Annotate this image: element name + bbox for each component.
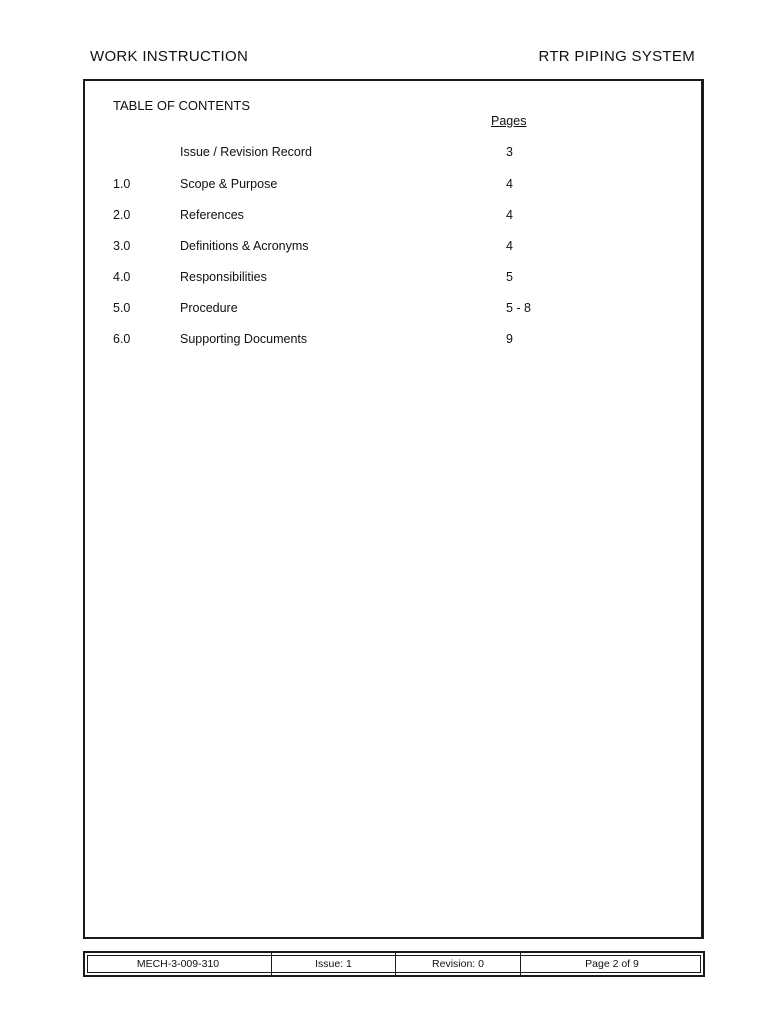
toc-entry-page: 4 (506, 177, 513, 191)
footer-doc-number: MECH-3-009-310 (85, 953, 272, 975)
toc-entry (0, 270, 768, 288)
footer-issue: Issue: 1 (272, 953, 396, 975)
page-header (90, 48, 695, 70)
toc-entry-page: 5 - 8 (506, 301, 532, 315)
toc-entry-number: 4.0 (113, 270, 131, 284)
toc-entry-page: 3 (506, 145, 513, 159)
toc-entry (0, 239, 768, 257)
toc-title: TABLE OF CONTENTS (113, 98, 250, 113)
toc-entry-title: Scope & Purpose (180, 177, 278, 191)
toc-entry (0, 177, 768, 195)
toc-entry (0, 332, 768, 350)
toc-entry-page: 9 (506, 332, 513, 346)
page-footer (83, 951, 705, 977)
footer-revision: Revision: 0 (396, 953, 521, 975)
toc-entry-title: Responsibilities (180, 270, 267, 284)
toc-entry-title: Definitions & Acronyms (180, 239, 309, 253)
toc-entry-page: 4 (506, 239, 513, 253)
toc-entry-number: 6.0 (113, 332, 131, 346)
toc-entry-number: 1.0 (113, 177, 131, 191)
header-title: WORK INSTRUCTION (90, 48, 249, 65)
toc-entry-title: Issue / Revision Record (180, 145, 313, 159)
footer-page-number: Page 2 of 9 (585, 958, 639, 970)
toc-pages-header: Pages (491, 114, 527, 128)
toc-entry-page: 5 (506, 270, 513, 284)
toc-entry (0, 208, 768, 226)
toc-entry-title: References (180, 208, 244, 222)
toc-entry (0, 301, 768, 319)
toc-entry-title: Supporting Documents (180, 332, 308, 346)
toc-entry-number: 3.0 (113, 239, 131, 253)
toc-entry-page: 4 (506, 208, 513, 222)
toc-entry-number: 5.0 (113, 301, 131, 315)
header-subject: RTR PIPING SYSTEM (538, 48, 695, 65)
toc-entry-title: Procedure (180, 301, 238, 315)
toc-entry (0, 145, 768, 163)
toc-entry-number: 2.0 (113, 208, 131, 222)
